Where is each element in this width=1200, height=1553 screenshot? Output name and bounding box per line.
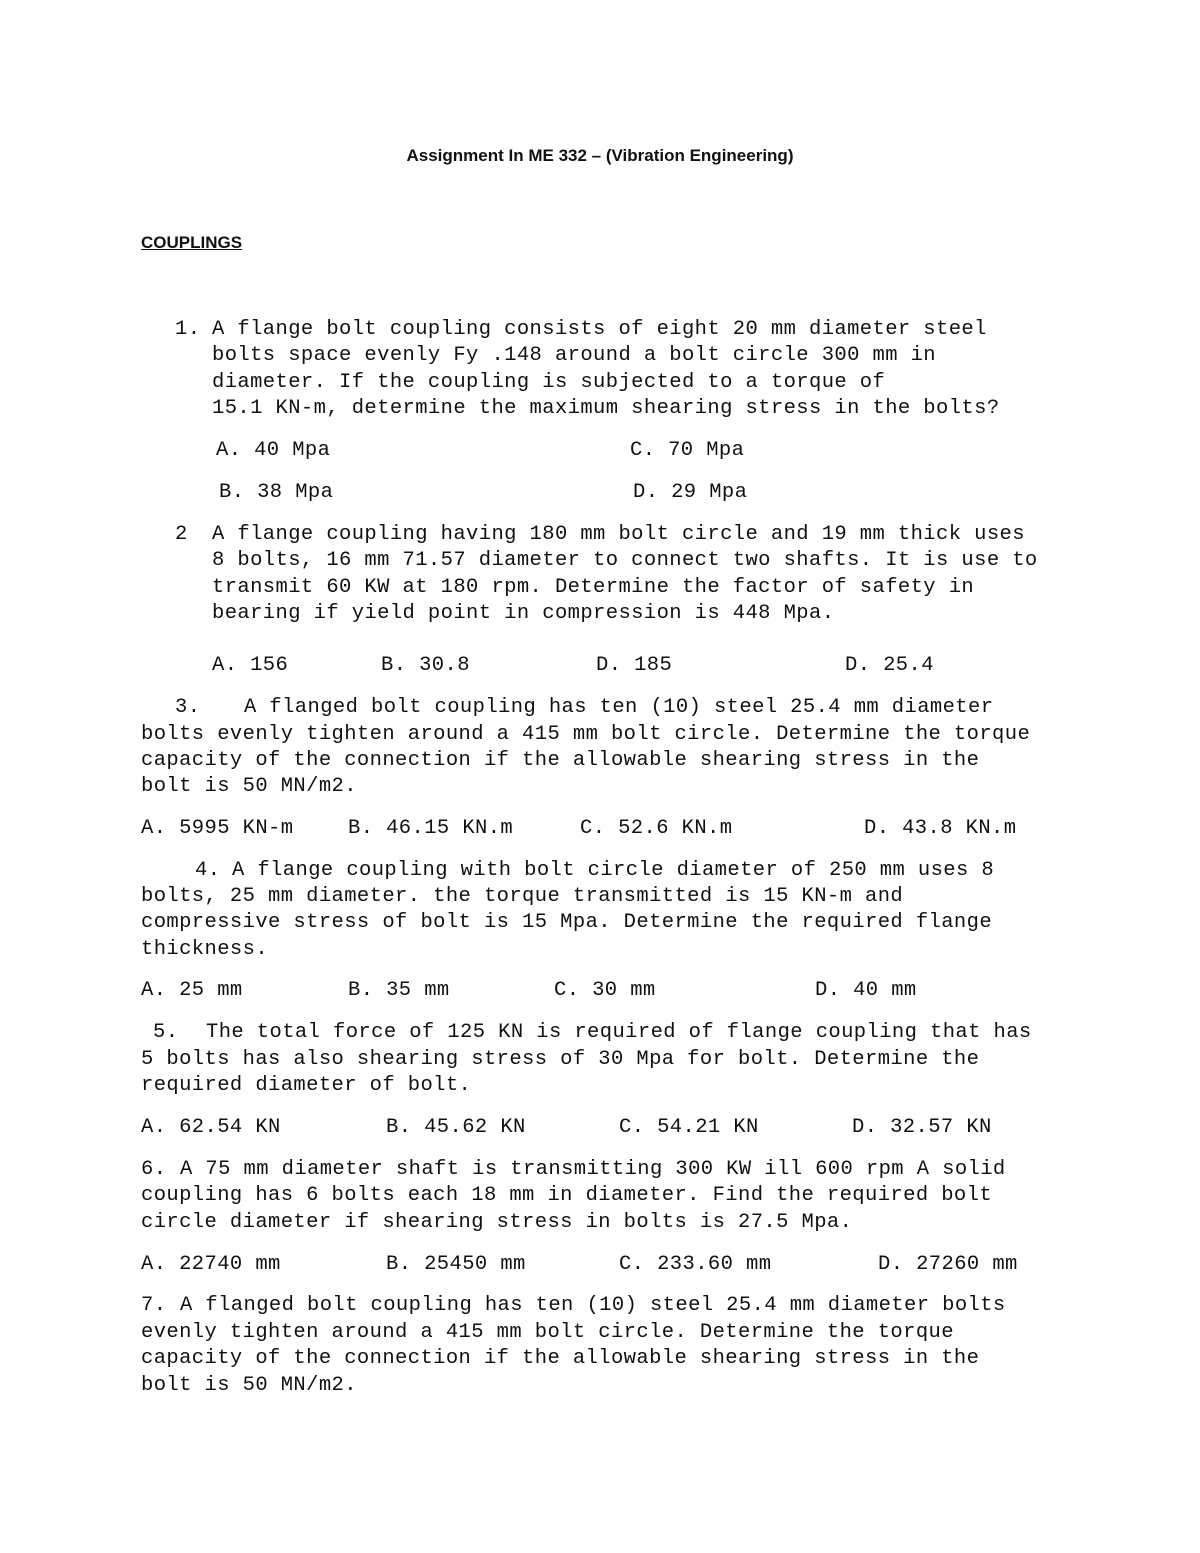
answer-option: D. 185	[596, 654, 673, 677]
answer-option: D. 25.4	[845, 654, 934, 677]
answer-option: A. 62.54 KN	[141, 1116, 281, 1139]
answer-option: B. 35 mm	[348, 979, 450, 1002]
question-text-line: A flanged bolt coupling has ten (10) steel 25.4 mm diameter bolts	[180, 1294, 1006, 1317]
question-text-line: bolts, 25 mm diameter. the torque transmitted is 15 KN-m and	[141, 885, 904, 908]
question-text-line: evenly tighten around a 415 mm bolt circle. Determine the torque	[141, 1321, 954, 1344]
answer-option: D. 40 mm	[815, 979, 917, 1002]
question-text-line: required diameter of bolt.	[141, 1074, 472, 1097]
question-number: 1.	[175, 318, 201, 341]
answer-option: A. 25 mm	[141, 979, 243, 1002]
question-text-line: diameter. If the coupling is subjected to a torque of	[212, 371, 886, 394]
question-text-line: capacity of the connection if the allowable shearing stress in the	[141, 1347, 980, 1370]
question-text-line: bolt is 50 MN/m2.	[141, 775, 357, 798]
question-text-line: bearing if yield point in compression is 448 Mpa.	[212, 602, 835, 625]
answer-option: A. 22740 mm	[141, 1253, 281, 1276]
answer-option: C. 52.6 KN.m	[580, 817, 733, 840]
question-text-line: bolts evenly tighten around a 415 mm bolt circle. Determine the torque	[141, 723, 1031, 746]
question-text-line: transmit 60 KW at 180 rpm. Determine the factor of safety in	[212, 576, 975, 599]
answer-option: B. 25450 mm	[386, 1253, 526, 1276]
question-text-line: circle diameter if shearing stress in bolts is 27.5 Mpa.	[141, 1211, 853, 1234]
question-text-line: A flange coupling having 180 mm bolt circle and 19 mm thick uses	[212, 523, 1025, 546]
question-number: 3.	[175, 696, 201, 719]
question-text-line: A flange bolt coupling consists of eight 20 mm diameter steel	[212, 318, 987, 341]
answer-option: B. 45.62 KN	[386, 1116, 526, 1139]
answer-option: C. 54.21 KN	[619, 1116, 759, 1139]
question-text-line: bolt is 50 MN/m2.	[141, 1374, 357, 1397]
question-text-line: A 75 mm diameter shaft is transmitting 300 KW ill 600 rpm A solid	[180, 1158, 1006, 1181]
answer-option: C. 233.60 mm	[619, 1253, 772, 1276]
question-text-line: bolts space evenly Fy .148 around a bolt circle 300 mm in	[212, 344, 937, 367]
question-number: 2	[175, 523, 188, 546]
question-number: 5.	[153, 1021, 179, 1044]
answer-option: D. 32.57 KN	[852, 1116, 992, 1139]
question-text-line: compressive stress of bolt is 15 Mpa. Determine the required flange	[141, 911, 993, 934]
answer-option: C. 30 mm	[554, 979, 656, 1002]
question-text-line: 5 bolts has also shearing stress of 30 Mpa for bolt. Determine the	[141, 1048, 980, 1071]
answer-option: D. 43.8 KN.m	[864, 817, 1017, 840]
question-text-line: thickness.	[141, 938, 269, 961]
answer-option: A. 156	[212, 654, 289, 677]
question-text-line: 15.1 KN-m, determine the maximum shearing stress in the bolts?	[212, 397, 1000, 420]
question-text-line: A flange coupling with bolt circle diameter of 250 mm uses 8	[232, 859, 995, 882]
answer-option: C. 70 Mpa	[630, 439, 745, 462]
question-text-line: The total force of 125 KN is required of flange coupling that has	[206, 1021, 1032, 1044]
answer-option: B. 30.8	[381, 654, 470, 677]
answer-option: A. 5995 KN-m	[141, 817, 294, 840]
question-number: 4.	[195, 859, 221, 882]
answer-option: D. 27260 mm	[878, 1253, 1018, 1276]
answer-option: B. 46.15 KN.m	[348, 817, 514, 840]
section-heading: COUPLINGS	[141, 233, 243, 252]
answer-option: D. 29 Mpa	[633, 481, 748, 504]
document-title: Assignment In ME 332 – (Vibration Engineering)	[406, 146, 794, 165]
answer-option: A. 40 Mpa	[216, 439, 331, 462]
question-text-line: A flanged bolt coupling has ten (10) steel 25.4 mm diameter	[244, 696, 994, 719]
answer-option: B. 38 Mpa	[219, 481, 334, 504]
question-number: 6.	[141, 1158, 167, 1181]
question-number: 7.	[141, 1294, 167, 1317]
question-text-line: capacity of the connection if the allowable shearing stress in the	[141, 749, 980, 772]
question-text-line: coupling has 6 bolts each 18 mm in diameter. Find the required bolt	[141, 1184, 993, 1207]
question-text-line: 8 bolts, 16 mm 71.57 diameter to connect two shafts. It is use to	[212, 549, 1038, 572]
